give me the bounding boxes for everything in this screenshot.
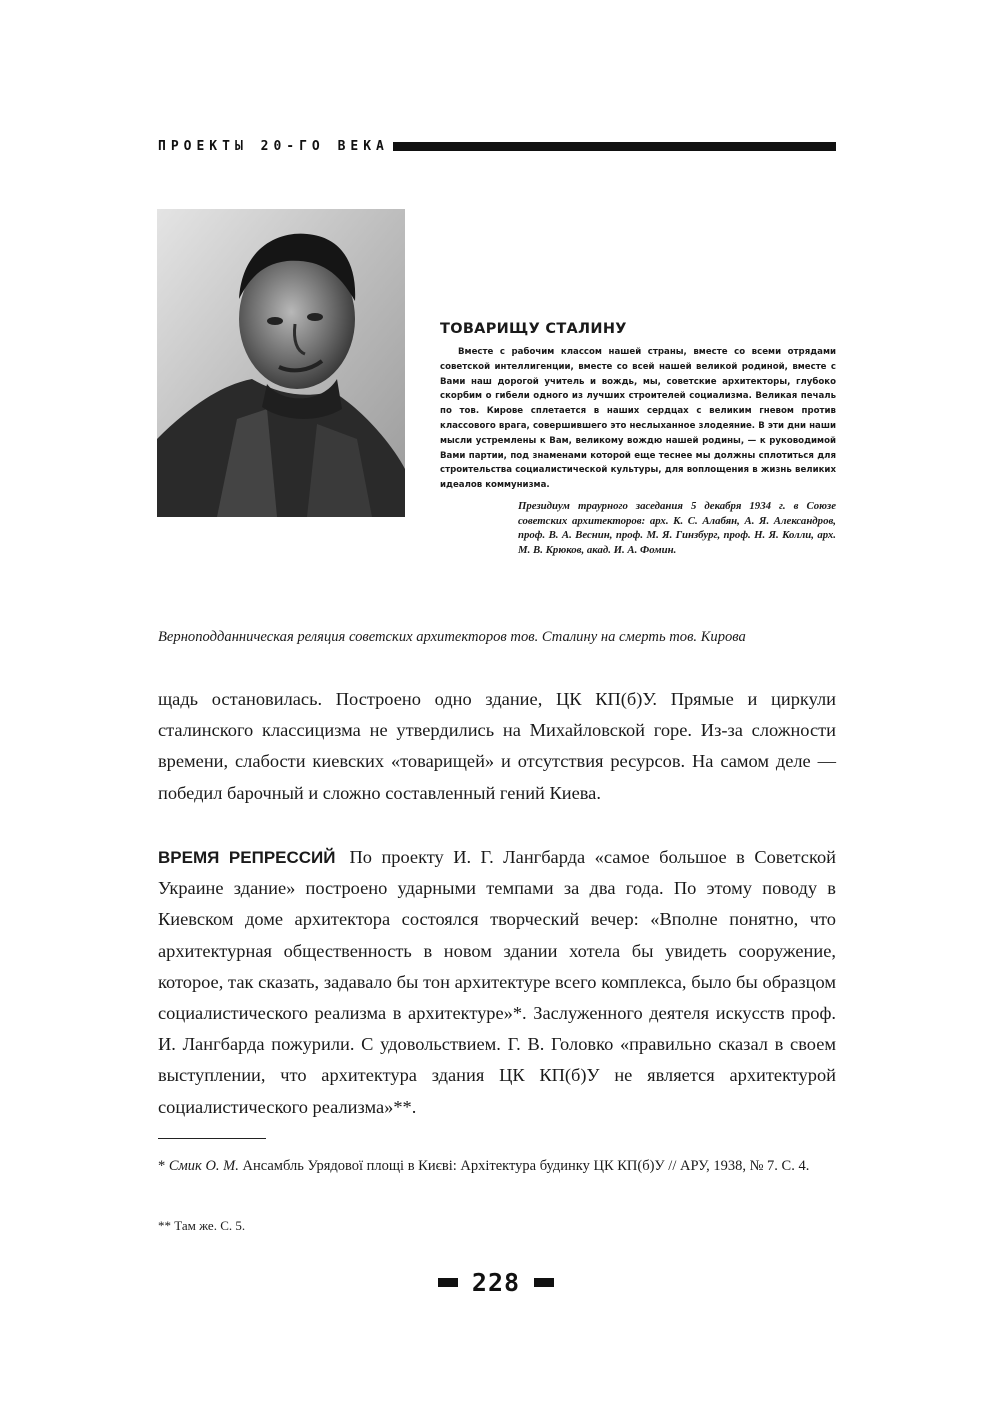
footnote bbox=[158, 1152, 836, 1180]
letter-signature: Президиум траурного заседания 5 декабря 1934 г. в Союзе советских архитекторов: арх. К. С. Алабян, А. Я. Александров, проф. В. А. Веснин, проф. М. Я. Гинзбург, проф. Н. Я. Колли, арх. М. В. Крюков, акад. И. А. Фомин. bbox=[518, 499, 836, 556]
section-paragraph bbox=[158, 842, 836, 1123]
section-text: По проекту И. Г. Лангбарда «самое большое в Советской Украине здание» построено ударными темпами за два года. По этому поводу в Киевском доме архитектора состоялся творческий вечер: «Вполне понятно, что архитектурная общественность в новом здании хотела бы увидеть сооружение, которое, так сказать, задавало бы тон архитектуре всего комплекса, было бы образцом социалистического реализма в архитектуре»*. Заслуженного деятеля искусств проф. И. Лангбарда пожурили. С удовольствием. Г. В. Головко «правильно сказал в своем выступлении, что архитектура здания ЦК КП(б)У не является архитектурой социалистического реализма»**. bbox=[158, 847, 836, 1117]
page-number bbox=[0, 1268, 992, 1297]
letter-block bbox=[440, 321, 836, 557]
running-head-rule bbox=[393, 142, 836, 151]
footnote-author: Смик О. М. bbox=[168, 1158, 239, 1174]
section-heading: ВРЕМЯ РЕПРЕССИЙ bbox=[158, 848, 336, 867]
body-paragraph: щадь остановилась. Построено одно здание, ЦК КП(б)У. Прямые и циркули сталинского классицизма не утвердились на Михайловской горе. Из-за сложности времени, слабости киевских «товарищей» и отсутствия ресурсов. На самом деле — победил барочный и сложно составленный гений Киева. bbox=[158, 689, 836, 803]
portrait-illustration bbox=[157, 209, 405, 517]
footnote-text: Ансамбль Урядової площі в Києві: Архітектура будинку ЦК КП(б)У // АРУ, 1938, № 7. С. 4. bbox=[242, 1158, 810, 1174]
letter-body: Вместе с рабочим классом нашей страны, вместе со всеми отрядами советской интеллигенции, вместе со всей нашей великой родиной, вместе с Вами наш дорогой учитель и вождь, мы, советские архитекторы, глубоко скорбим о гибели одного из лучших строителей социализма. Великая печаль по тов. Кирове сплетается в наших сердцах с великим гневом против классового врага, совершившего это неслыханное злодеяние. В эти дни наши мысли устремлены к Вам, великому вождю нашей родины, — к руководимой Вами партии, под знаменами которой еще теснее мы должны сплотиться для строительства социалистической культуры, для воплощения в жизнь великих идеалов коммунизма. bbox=[440, 347, 836, 491]
footnote-divider bbox=[158, 1138, 266, 1139]
letter-title: ТОВАРИЩУ СТАЛИНУ bbox=[440, 321, 627, 337]
footnote: ** Там же. С. 5. bbox=[158, 1218, 246, 1233]
portrait-photo bbox=[157, 209, 405, 517]
footnote-marker: * bbox=[158, 1158, 166, 1174]
running-head bbox=[158, 138, 836, 154]
running-head-title: ПРОЕКТЫ 20-ГО ВЕКА bbox=[158, 138, 389, 154]
page-number-value: 228 bbox=[471, 1268, 521, 1297]
page-number-right-block bbox=[534, 1278, 554, 1287]
image-caption: Верноподданническая реляция советских архитекторов тов. Сталину на смерть тов. Кирова bbox=[158, 629, 746, 645]
page-number-left-block bbox=[438, 1278, 458, 1287]
